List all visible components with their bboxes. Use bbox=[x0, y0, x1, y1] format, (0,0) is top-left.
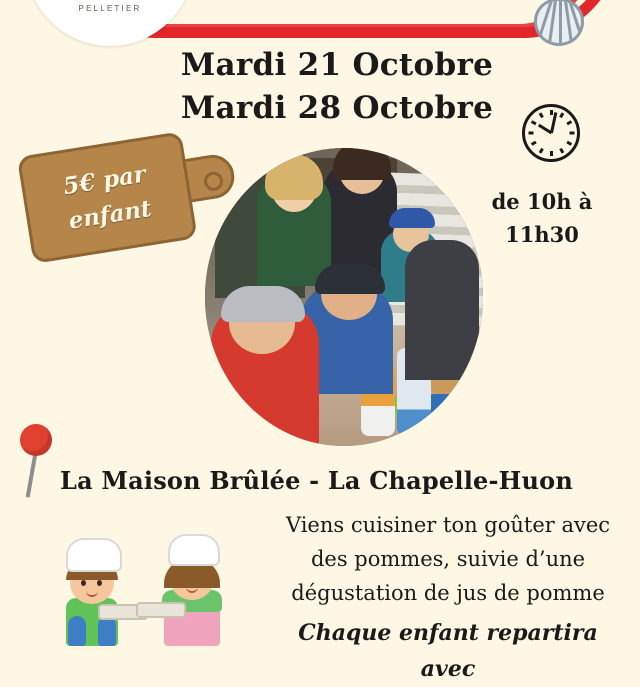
logo-subtitle: PELLETIER bbox=[78, 4, 142, 13]
clock-minute-hand bbox=[550, 112, 557, 133]
whisk-icon bbox=[526, 0, 586, 46]
whisk-bulb bbox=[534, 0, 584, 46]
chef-girl-hat bbox=[168, 534, 220, 566]
event-hours-line-2: 11h30 bbox=[505, 221, 579, 247]
event-dates bbox=[172, 44, 502, 130]
event-photo bbox=[205, 148, 483, 446]
photo-blue-box bbox=[429, 394, 483, 420]
event-description bbox=[272, 508, 624, 687]
description-line-3: dégustation de jus de pomme bbox=[291, 581, 605, 606]
description-line-2: des pommes, suivie d’une bbox=[310, 547, 586, 572]
event-hours bbox=[462, 186, 622, 251]
price-unit: enfant bbox=[66, 194, 154, 235]
photo-child-dark-cap bbox=[315, 264, 385, 294]
chef-boy-trousers-right bbox=[98, 616, 116, 646]
price-amount: 5€ par bbox=[61, 160, 148, 201]
event-location: La Maison Brûlée - La Chapelle-Huon bbox=[60, 466, 574, 495]
clock-icon bbox=[522, 104, 580, 162]
description-line-4: Chaque enfant repartira avec bbox=[298, 620, 598, 682]
photo-child-blue-cap bbox=[389, 208, 435, 228]
photo-adult-woman-hair bbox=[333, 148, 391, 180]
event-hours-line-1: de 10h à bbox=[491, 189, 593, 214]
chef-kids-illustration bbox=[48, 526, 258, 646]
map-pin-needle bbox=[26, 450, 38, 498]
photo-adult-right bbox=[405, 240, 479, 380]
chef-girl-tray bbox=[136, 602, 186, 618]
chef-boy-trousers-left bbox=[68, 616, 86, 646]
chef-boy bbox=[48, 536, 140, 646]
photo-child-grey-cap bbox=[221, 286, 305, 322]
map-pin-head bbox=[20, 424, 52, 456]
chef-girl bbox=[144, 534, 240, 646]
event-date-1: Mardi 21 Octobre bbox=[180, 47, 494, 83]
chef-boy-hat bbox=[66, 538, 122, 572]
description-line-1: Viens cuisiner ton goûter avec bbox=[285, 513, 611, 537]
event-date-2: Mardi 28 Octobre bbox=[180, 89, 494, 126]
